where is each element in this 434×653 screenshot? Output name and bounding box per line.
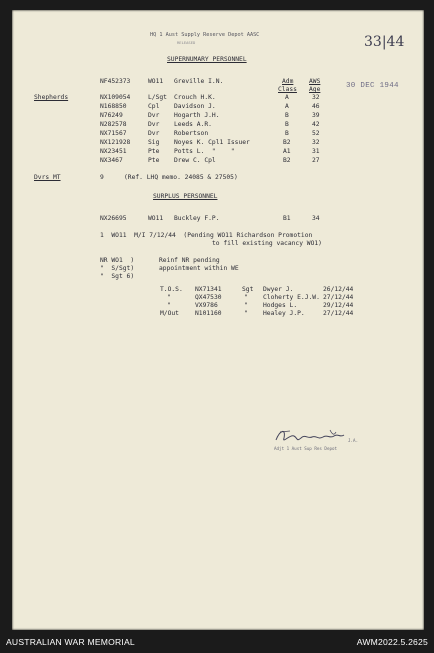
rank: Sgt — [242, 286, 254, 293]
service-number: VX9786 — [195, 302, 218, 309]
dvrs-mt-reference: (Ref. LHQ memo. 24085 & 27505) — [124, 174, 238, 181]
surplus-name: Buckley F.P. — [174, 215, 220, 222]
archive-footer — [0, 631, 434, 653]
age: 39 — [312, 112, 320, 119]
col-aws: AWS — [309, 78, 321, 85]
surplus-age: 34 — [312, 215, 320, 222]
transfer-code: T.O.S. — [160, 286, 183, 293]
shepherds-label: Shepherds — [34, 94, 69, 101]
supernumerary-title: SUPERNUMARY PERSONNEL — [167, 56, 247, 63]
archive-accession-number: AWM2022.5.2625 — [356, 637, 428, 647]
name: Hogarth J.H. — [174, 112, 220, 119]
wo-rank: WO11 — [148, 78, 164, 85]
class: B — [285, 112, 289, 119]
unit-subheader: RELEASED — [177, 40, 196, 45]
pending-note-line1: 1 WO11 M/I 7/12/44 (Pending WO11 Richardson Promotion — [100, 232, 313, 239]
surplus-title: SURPLUS PERSONNEL — [153, 193, 218, 200]
name: Drew C. Cpl — [174, 157, 216, 164]
service-number: NX121928 — [100, 139, 131, 146]
rank: Cpl — [148, 103, 160, 110]
rank: Dvr — [148, 112, 160, 119]
name: Robertson — [174, 130, 209, 137]
age: 32 — [312, 94, 320, 101]
folio-number: 33|44 — [364, 34, 405, 50]
signature-initials: J.A. — [348, 438, 359, 443]
transfer-code: " — [167, 302, 171, 309]
signature-title: Adjt 1 Aust Sup Res Depot — [274, 446, 338, 451]
dvrs-mt-count: 9 — [100, 174, 104, 181]
transfer-code: " — [167, 294, 171, 301]
date: 29/12/44 — [323, 302, 354, 309]
document-page — [12, 10, 424, 630]
rank: L/Sgt — [148, 94, 167, 101]
class: B — [285, 130, 289, 137]
name: Crouch H.K. — [174, 94, 216, 101]
class: B — [285, 121, 289, 128]
col-age: Age — [309, 86, 321, 93]
service-number: N101160 — [195, 310, 222, 317]
rank: Pte — [148, 148, 160, 155]
archive-name: AUSTRALIAN WAR MEMORIAL — [6, 637, 135, 647]
date: 26/12/44 — [323, 286, 354, 293]
rank: " — [244, 302, 248, 309]
service-number: NX71341 — [195, 286, 222, 293]
name: Potts L. " " — [174, 148, 235, 155]
pending-note-line2: to fill existing vacancy WO1) — [212, 240, 322, 247]
transfer-code: M/Out — [160, 310, 179, 317]
rank: Dvr — [148, 121, 160, 128]
name: Hodges L. — [263, 302, 298, 309]
name: Healey J.P. — [263, 310, 305, 317]
service-number: N76249 — [100, 112, 123, 119]
unit-header: HQ 1 Aust Supply Reserve Depot AASC — [150, 32, 260, 38]
name: Leeds A.R. — [174, 121, 212, 128]
class: B2 — [283, 139, 291, 146]
service-number: N168850 — [100, 103, 127, 110]
reinf-line: appointment within WE — [159, 265, 239, 272]
nr-line: " S/Sgt) — [100, 265, 135, 272]
handwritten-signature — [270, 426, 360, 448]
service-number: NX109054 — [100, 94, 131, 101]
col-class: Class — [278, 86, 297, 93]
rank: Pte — [148, 157, 160, 164]
service-number: NX3467 — [100, 157, 123, 164]
age: 52 — [312, 130, 320, 137]
name: Noyes K. Cpl1 Issuer — [174, 139, 250, 146]
name: Davidson J. — [174, 103, 216, 110]
surplus-number: NX26695 — [100, 215, 127, 222]
age: 46 — [312, 103, 320, 110]
service-number: QX47530 — [195, 294, 222, 301]
date: 27/12/44 — [323, 310, 354, 317]
rank: " — [244, 294, 248, 301]
name: Cloherty E.J.W. — [263, 294, 320, 301]
col-adm: Adm — [282, 78, 294, 85]
date-stamp: 30 DEC 1944 — [346, 82, 399, 90]
name: Dwyer J. — [263, 286, 294, 293]
class: A — [285, 103, 289, 110]
rank: Dvr — [148, 130, 160, 137]
service-number: NX23451 — [100, 148, 127, 155]
date: 27/12/44 — [323, 294, 354, 301]
service-number: NX71567 — [100, 130, 127, 137]
nr-line: NR WO1 ) — [100, 257, 135, 264]
nr-line: " Sgt 6) — [100, 273, 135, 280]
surplus-class: B1 — [283, 215, 291, 222]
surplus-rank: WO11 — [148, 215, 164, 222]
age: 42 — [312, 121, 320, 128]
reinf-line: Reinf NR pending — [159, 257, 220, 264]
dvrs-mt-label: Dvrs MT — [34, 174, 61, 181]
class: B2 — [283, 157, 291, 164]
class: A1 — [283, 148, 291, 155]
wo-number: NF452373 — [100, 78, 131, 85]
service-number: N282578 — [100, 121, 127, 128]
class: A — [285, 94, 289, 101]
age: 27 — [312, 157, 320, 164]
rank: Sig — [148, 139, 160, 146]
rank: " — [244, 310, 248, 317]
age: 32 — [312, 139, 320, 146]
age: 31 — [312, 148, 320, 155]
wo-name: Greville I.N. — [174, 78, 224, 85]
